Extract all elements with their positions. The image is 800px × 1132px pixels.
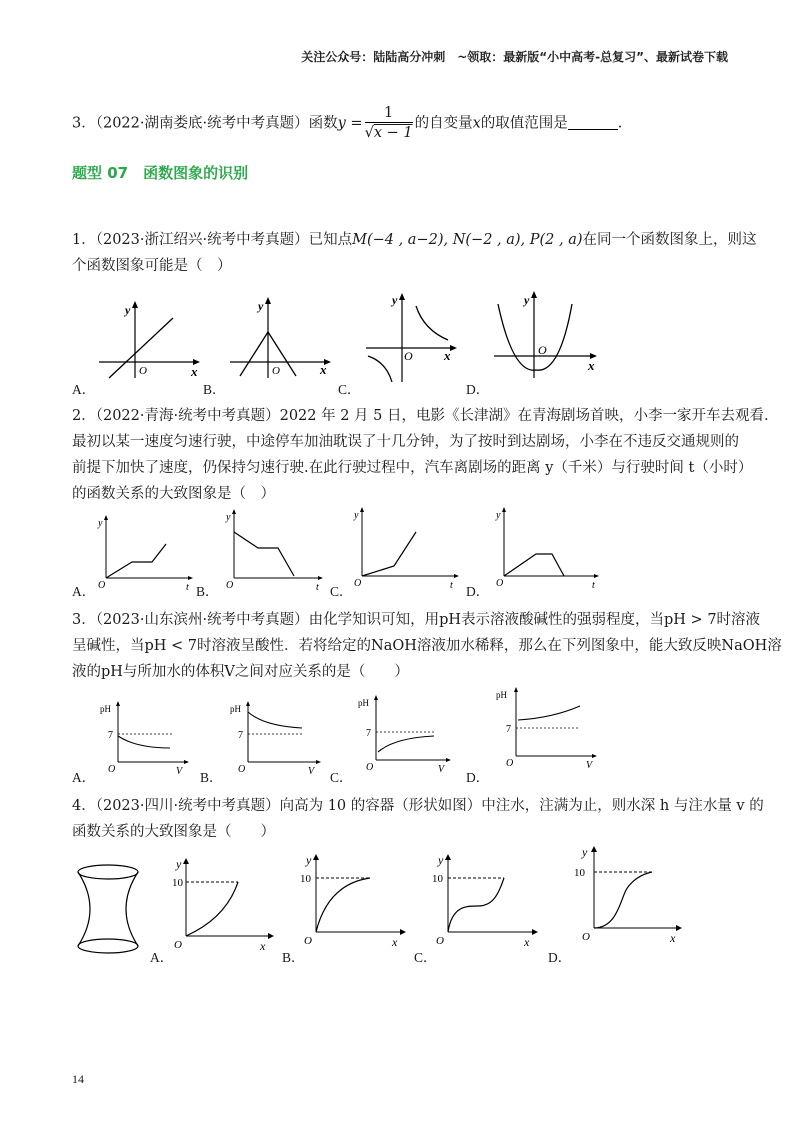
q2-graph-c (350, 504, 462, 592)
svg-text:y: y (582, 845, 588, 859)
svg-text:t: t (316, 582, 319, 593)
q4-line2: 函数关系的大致图象是（ ） (72, 824, 275, 840)
q4-graph-a (172, 856, 276, 952)
q3-option-b: B． (200, 770, 223, 785)
svg-text:10: 10 (574, 867, 585, 879)
container-figure (72, 862, 148, 958)
q3-graph-a (100, 700, 190, 776)
fraction-numerator: 1 (365, 104, 413, 123)
q3-line1: 3．（2023·山东滨州·统考中考真题）由化学知识可知，用pH表示溶液酸碱性的强弱程度，当pH > 7时溶液 (72, 612, 761, 628)
svg-text:x: x (588, 358, 595, 373)
q2-line1: 2．（2022·青海·统考中考真题）2022 年 2 月 5 日，电影《长津湖》在青海剧场首映，小李一家开车去观看. (72, 408, 769, 424)
fraction-denominator: √x − 1 (364, 125, 413, 141)
svg-text:pH: pH (358, 698, 369, 708)
svg-text:t: t (450, 580, 453, 591)
svg-text:O: O (366, 762, 374, 773)
q4-graph-b (300, 852, 408, 948)
page-header: 关注公众号：陆陆高分冲刺 ~领取：最新版“小中高考-总复习”、最新试卷下载 (301, 50, 728, 64)
svg-text:pH: pH (230, 704, 241, 714)
svg-text:O: O (538, 343, 547, 357)
svg-text:x: x (320, 362, 327, 377)
q1-option-d: D． (466, 382, 490, 397)
svg-text:O: O (139, 365, 147, 377)
svg-text:V: V (308, 766, 315, 777)
q3-graph-b (230, 700, 322, 776)
q4-option-b: B． (282, 950, 305, 965)
svg-text:t: t (592, 580, 595, 591)
svg-text:y: y (354, 510, 359, 521)
svg-text:O: O (272, 365, 280, 377)
svg-text:V: V (586, 760, 593, 771)
svg-text:V: V (176, 766, 183, 777)
q4-graph-c (430, 852, 540, 948)
q4-option-a: A． (150, 950, 174, 965)
q3-line3: 液的pH与所加水的体积V之间对应关系的是（ ） (72, 664, 409, 680)
svg-text:O: O (354, 578, 362, 589)
svg-text:x: x (444, 348, 451, 363)
svg-text:O: O (436, 935, 444, 947)
svg-text:x: x (524, 935, 530, 949)
svg-text:y: y (258, 299, 264, 313)
svg-text:V: V (438, 764, 445, 775)
q1-option-a: A． (72, 382, 96, 397)
svg-text:O: O (226, 580, 234, 591)
q2-option-c: C． (330, 584, 353, 599)
q1-line2: 个函数图象可能是（ ） (72, 258, 232, 274)
svg-text:y: y (438, 853, 444, 867)
q2-graph-d (490, 504, 602, 592)
q2-graph-b (222, 506, 326, 592)
q3-line2: 呈碱性，当pH < 7时溶液呈酸性．若将给定的NaOH溶液加水稀释，那么在下列图象中，能大致反映NaOH溶 (72, 638, 782, 654)
svg-text:O: O (174, 939, 182, 951)
svg-text:x: x (191, 364, 198, 379)
svg-text:O: O (404, 349, 413, 363)
svg-text:10: 10 (172, 877, 183, 889)
q3-option-d: D． (466, 770, 490, 785)
svg-text:O: O (496, 578, 504, 589)
q4-line1: 4．（2023·四川·统考中考真题）向高为 10 的容器（形状如图）中注水，注满为止，则水深 h 与注水量 v 的 (72, 798, 764, 814)
q4-graph-d (568, 844, 686, 944)
svg-text:7: 7 (366, 728, 371, 739)
svg-text:7: 7 (506, 724, 511, 735)
svg-text:10: 10 (432, 873, 443, 885)
svg-text:y: y (496, 510, 501, 521)
answer-blank (568, 116, 618, 130)
q1-points: M(−4 , a−2), N(−2 , a), P(2 , a) (352, 232, 583, 248)
q3-option-c: C． (330, 770, 353, 785)
page-number: 14 (72, 1072, 84, 1086)
question-number: 3． (72, 115, 96, 132)
svg-text:pH: pH (496, 690, 507, 700)
svg-text:O: O (98, 580, 106, 591)
q3-graph-c (358, 694, 454, 774)
q2-line3: 前提下加快了速度，仍保持匀速行驶.在此行驶过程中，汽车离剧场的距离 y（千米）与行驶时间 t（小时） (72, 460, 753, 476)
q4-option-d: D． (548, 950, 572, 965)
svg-text:7: 7 (238, 730, 243, 741)
q4-option-c: C． (414, 950, 437, 965)
function-y: y = (337, 115, 363, 132)
svg-text:O: O (304, 935, 312, 947)
q1-line1: 1．（2023·浙江绍兴·统考中考真题）已知点M(−4 , a−2), N(−2 , a), P(2 , a)在同一个函数图象上，则这 (72, 232, 757, 248)
question-source: （2022·湖南娄底·统考中考真题）函数 (95, 115, 338, 132)
q2-line4: 的函数关系的大致图象是（ ） (72, 486, 275, 502)
section-title: 题型 07 函数图象的识别 (72, 164, 249, 182)
svg-text:x: x (260, 939, 266, 953)
svg-text:pH: pH (100, 704, 111, 714)
svg-text:y: y (125, 303, 131, 317)
q1-graph-b (226, 296, 331, 380)
svg-text:y: y (226, 512, 231, 523)
q2-option-a: A． (72, 584, 96, 599)
svg-text:y: y (306, 853, 312, 867)
svg-text:y: y (392, 293, 398, 307)
q2-graph-a (96, 512, 196, 592)
svg-text:O: O (582, 931, 590, 943)
svg-text:O: O (506, 758, 514, 769)
q3-option-a: A． (72, 770, 96, 785)
q1-graph-d (490, 290, 600, 380)
svg-text:O: O (238, 764, 246, 775)
q1-graph-a (95, 300, 200, 380)
q2-line2: 最初以某一速度匀速行驶，中途停车加油耽误了十几分钟，为了按时到达剧场，小李在不违反交通规则的 (72, 434, 739, 450)
svg-text:x: x (392, 935, 398, 949)
question-prev-3: 3．（2022·湖南娄底·统考中考真题）函数y = $\frac{1}{√x - 1}$ 的自变量x的取值范围是 . (72, 105, 623, 141)
svg-text:7: 7 (108, 730, 113, 741)
svg-text:x: x (670, 931, 676, 945)
q2-option-b: B． (196, 584, 219, 599)
q1-option-c: C． (338, 382, 361, 397)
q1-graph-c (362, 292, 462, 384)
fraction (365, 104, 413, 143)
svg-text:10: 10 (300, 873, 311, 885)
q3-graph-d (496, 686, 600, 772)
svg-text:O: O (108, 764, 116, 775)
svg-text:t: t (186, 582, 189, 593)
q1-option-b: B． (203, 382, 226, 397)
svg-text:y: y (176, 857, 182, 871)
svg-text:y: y (524, 293, 530, 307)
q2-option-d: D． (466, 584, 490, 599)
svg-text:y: y (98, 518, 103, 529)
